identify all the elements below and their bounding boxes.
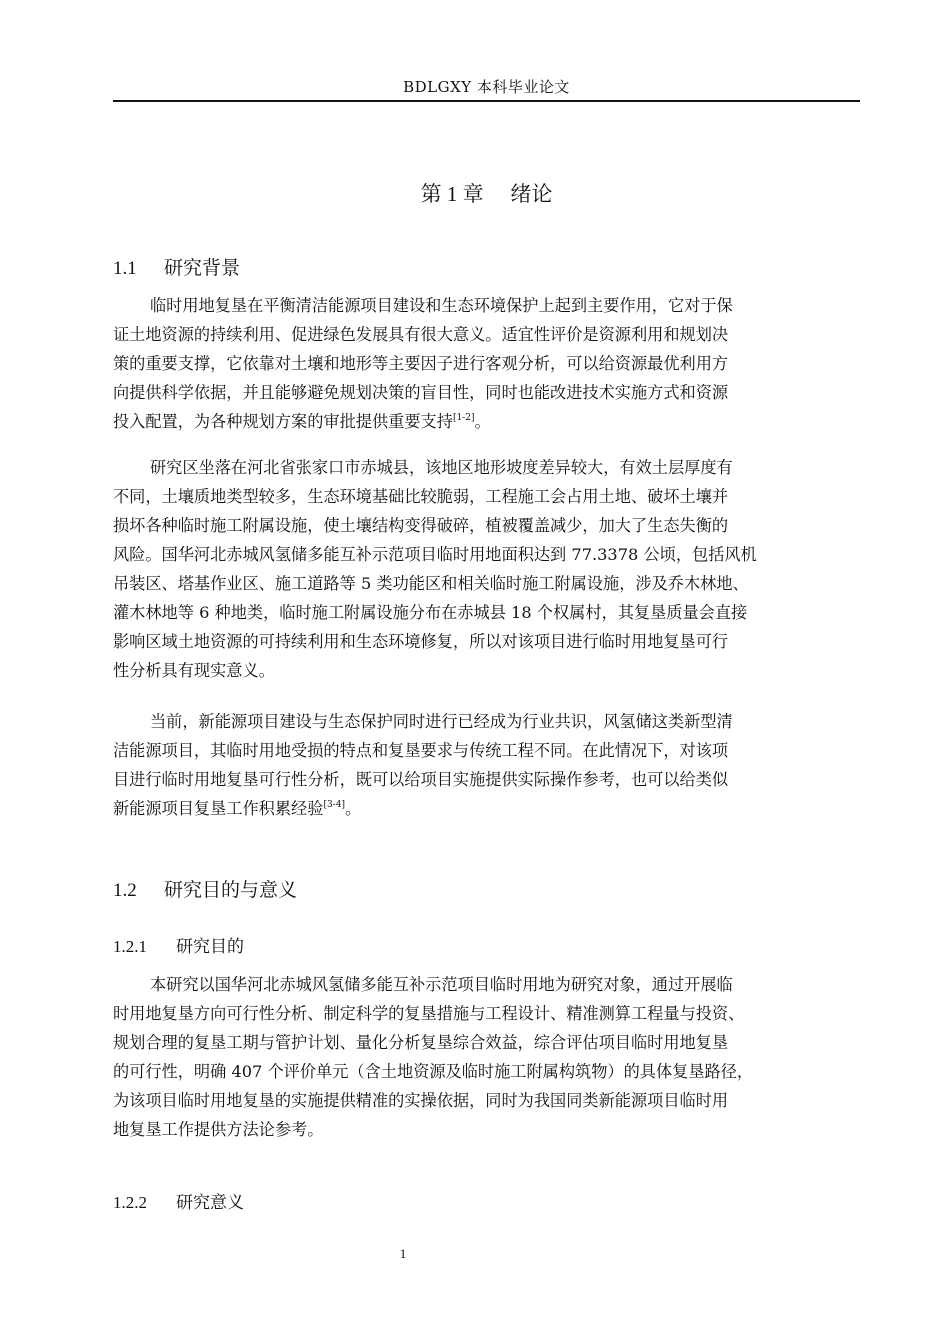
- text-line: 不同，土壤质地类型较多，生态环境基础比较脆弱，工程施工会占用土地、破坏土壤并: [113, 487, 729, 506]
- section-heading-1-2-1: [113, 932, 244, 957]
- section-title: 研究意义: [176, 1193, 244, 1213]
- text-segment: 。: [474, 412, 491, 431]
- text-line: 当前，新能源项目建设与生态保护同时进行已经成为行业共识，风氢储这类新型清: [150, 712, 733, 731]
- chapter-title: [113, 178, 860, 208]
- text-line: 研究区坐落在河北省张家口市赤城县，该地区地形坡度差异较大，有效土层厚度有: [150, 458, 733, 477]
- text-line: 时用地复垦方向可行性分析、制定科学的复垦措施与工程设计、精准测算工程量与投资、: [113, 1004, 745, 1023]
- citation: [3-4]: [323, 800, 345, 810]
- section-number: 1.1: [113, 258, 137, 279]
- text-line: 地复垦工作提供方法论参考。: [113, 1120, 324, 1139]
- text-line: 的可行性，明确 407 个评价单元（含土地资源及临时施工附属构筑物）的具体复垦路径，: [113, 1062, 754, 1081]
- section-title: 研究目的与意义: [164, 879, 298, 901]
- text-line: 证土地资源的持续利用、促进绿色发展具有很大意义。适宜性评价是资源利用和规划决: [113, 325, 729, 344]
- paragraph-background-3: [113, 707, 863, 823]
- text-line: 影响区域土地资源的可持续利用和生态环境修复，所以对该项目进行临时用地复垦可行: [113, 632, 729, 651]
- text-line: 目进行临时用地复垦可行性分析，既可以给项目实施提供实际操作参考，也可以给类似: [113, 770, 729, 789]
- paragraph-background-2: [113, 453, 863, 685]
- text-line: 吊装区、塔基作业区、施工道路等 5 类功能区和相关临时施工附属设施，涉及乔木林地、: [113, 574, 749, 593]
- chapter-name: 绪论: [510, 182, 553, 206]
- paragraph-background-1: [113, 291, 863, 436]
- text-line: [113, 794, 863, 823]
- citation: [1-2]: [452, 413, 475, 423]
- text-line: 为该项目临时用地复垦的实施提供精准的实操依据，同时为我国同类新能源项目临时用: [113, 1091, 729, 1110]
- text-line: 灌木林地等 6 种地类，临时施工附属设施分布在赤城县 18 个权属村，其复垦质量会直接: [113, 603, 748, 622]
- text-segment: 。: [344, 799, 362, 818]
- paragraph-objectives: [113, 970, 863, 1144]
- section-heading-1-2-2: [113, 1188, 244, 1213]
- text-line: 临时用地复垦在平衡清洁能源项目建设和生态环境保护上起到主要作用，它对于保: [150, 296, 733, 315]
- section-heading-1-2: [113, 875, 297, 902]
- running-header: BDLGXY 本科毕业论文: [403, 78, 570, 96]
- text-line: 策的重要支撑，它依靠对土壤和地形等主要因子进行客观分析，可以给资源最优利用方: [113, 354, 729, 373]
- text-line: 本研究以国华河北赤城风氢储多能互补示范项目临时用地为研究对象，通过开展临: [150, 975, 733, 994]
- text-line: 损坏各种临时施工附属设施，使土壤结构变得破碎，植被覆盖减少，加大了生态失衡的: [113, 516, 729, 535]
- section-title: 研究背景: [164, 257, 241, 279]
- section-number: 1.2: [113, 880, 137, 901]
- text-line: 风险。国华河北赤城风氢储多能互补示范项目临时用地面积达到 77.3378 公顷，包括风机: [113, 545, 757, 564]
- text-segment: 新能源项目复垦工作积累经验: [113, 799, 324, 818]
- text-line: 性分析具有现实意义。: [113, 661, 275, 680]
- chapter-number: 第 1 章: [420, 182, 484, 206]
- section-number: 1.2.1: [113, 937, 147, 956]
- section-title: 研究目的: [176, 937, 244, 957]
- text-line: 规划合理的复垦工期与管护计划、量化分析复垦综合效益，综合评估项目临时用地复垦: [113, 1033, 729, 1052]
- text-line: 向提供科学依据，并且能够避免规划决策的盲目性，同时也能改进技术实施方式和资源: [113, 383, 729, 402]
- page-number: 1: [399, 1246, 407, 1261]
- text-segment: 投入配置，为各种规划方案的审批提供重要支持: [113, 412, 453, 431]
- text-line: 洁能源项目，其临时用地受损的特点和复垦要求与传统工程不同。在此情况下，对该项: [113, 741, 729, 760]
- header-rule: [113, 100, 860, 102]
- text-line: [113, 407, 863, 436]
- section-heading-1-1: [113, 253, 240, 280]
- section-number: 1.2.2: [113, 1193, 147, 1212]
